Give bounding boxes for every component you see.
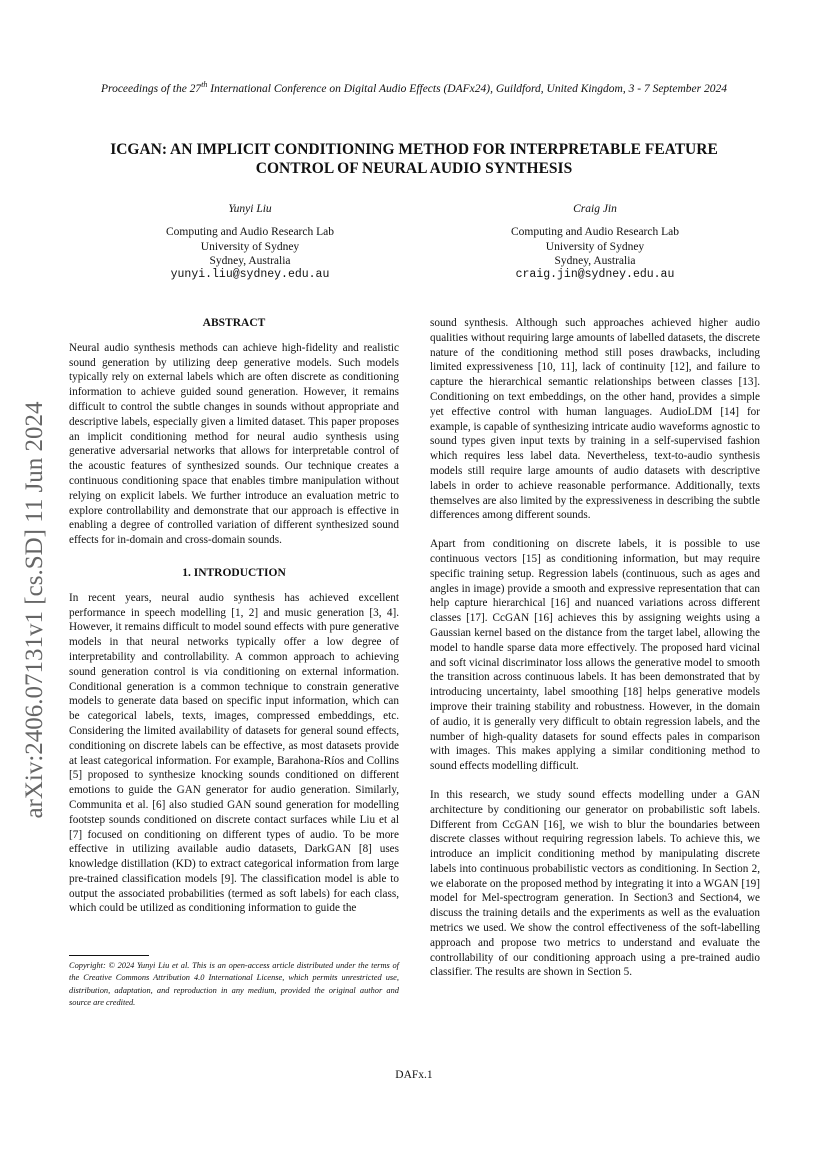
introduction-paragraph: In recent years, neural audio synthesis has achieved excellent performance in speech modelling [1, 2] and music generation [3, 4]. However, it remains difficult to model sound effects with pure generative models in that neural networks typically offer a low degree of interpretability and controllability. A common approach to achieving sound generation control is via conditioning on external information. Conditional generation is a common technique to constrain generative models to generate data based on specific input information, which can be categorical labels, texts, images, compressed embeddings, etc. Considering the limited availability of datasets for general sound effects, conditioning on discrete labels can be effective, as most datasets provide at least categorical information. For example, Barahona-Ríos and Collins [5] proposed to synthesize knocking sounds conditioned on different emotions to guide the GAN generator for audio generation. Similarly, Communita et al. [6] also studied GAN sound generation for modelling footstep sounds conditioned on discrete contact surfaces while Liu et al [7] focused on conditioning on different types of audio. To be more effective in utilizing available audio datasets, DarkGAN [8] uses knowledge distillation (KD) to extract categorical information from large pre-trained classification models [9]. The classification model is able to output the associated probabilities (termed as soft labels) for each class, which could be utilized as conditioning information to guide the: [69, 591, 399, 915]
paper-title: [60, 140, 768, 178]
header-post: International Conference on Digital Audio Effects (DAFx24), Guildford, United Kingdom, 3 - 7 September 2024: [207, 82, 727, 95]
header-sup: th: [201, 80, 208, 89]
left-column: [69, 316, 399, 916]
body-paragraph: sound synthesis. Although such approaches achieved higher audio qualities without requiring large amounts of labelled datasets, the discrete nature of the conditioning method still poses drawbacks, including limited expressiveness [10, 11], lack of continuity [12], and failure to capture the hierarchical semantic relationships between classes [13]. Conditioning on text embeddings, on the other hand, provides a simple yet effective control with human languages. AudioLDM [14] for example, is capable of synthesizing intricate audio waveforms agnostic to sound types given input texts by training in a self-supervised fashion which requires less label data. Nevertheless, text-to-audio synthesis models still require large amounts of audio datasets with descriptive labels in order to achieve reasonable performance. Additionally, texts themselves are also limited by the expressiveness in describing the subtle differences among different sounds.: [430, 317, 760, 522]
author-affiliation: Computing and Audio Research Lab: [511, 226, 679, 239]
header-pre: Proceedings of the 27: [101, 82, 202, 95]
arxiv-stamp: [20, 370, 50, 850]
right-column: [430, 316, 760, 980]
footnote-divider: [69, 955, 149, 956]
page-number: DAFx.1: [395, 1069, 433, 1081]
author-name: Yunyi Liu: [228, 203, 272, 215]
author-email: yunyi.liu@sydney.edu.au: [170, 268, 330, 282]
arxiv-stamp-text: arXiv:2406.07131v1 [cs.SD] 11 Jun 2024: [21, 401, 48, 819]
author-block: [445, 202, 745, 282]
author-location: Sydney, Australia: [554, 254, 636, 267]
proceedings-header: [60, 80, 768, 95]
title-line-2: CONTROL OF NEURAL AUDIO SYNTHESIS: [255, 160, 573, 177]
author-email: craig.jin@sydney.edu.au: [515, 268, 675, 282]
abstract-text: Neural audio synthesis methods can achieve high-fidelity and realistic sound generation by utilizing deep generative models. Such models typically rely on external labels which are often discrete as conditioning information to achieve guided sound generation. However, it remains difficult to control the subtle changes in sounds without appropriate and descriptive labels, especially given a limited dataset. This paper proposes an implicit conditioning method for neural audio synthesis using generative adversarial networks that allows for interpretable control of the acoustic features of synthesized sounds. Our technique creates a continuous conditioning space that enables timbre manipulation without relying on explicit labels. We further introduce an evaluation metric to explore controllability and demonstrate that our approach is effective in enabling a degree of controlled variation of different synthesized sound effects for in-domain and cross-domain sounds.: [69, 341, 399, 547]
author-affiliation: Computing and Audio Research Lab: [166, 226, 334, 239]
abstract-heading: ABSTRACT: [202, 317, 266, 329]
author-block: [100, 202, 400, 282]
author-name: Craig Jin: [573, 203, 617, 215]
body-paragraph: In this research, we study sound effects modelling under a GAN architecture by conditioning our generator on probabilistic soft labels. Different from CcGAN [16], we wish to blur the boundaries between discrete classes without requiring regression labels. To achieve this, we introduce an implicit conditioning method by manipulating discrete labels into continuous probabilistic vectors as conditioning. In Section 2, we elaborate on the proposed method by integrating it into a WGAN [19] model for Mel-spectrogram generation. In Section3 and Section4, we discuss the training details and the experiments as well as the evaluation metrics we used. We show the control effectiveness of the soft-labelling approach and propose two metrics to understand and evaluate the controllability of our conditioning approach using a pre-trained audio classifier. The results are shown in Section 5.: [430, 788, 760, 979]
author-location: Sydney, Australia: [209, 254, 291, 267]
title-line-1: ICGAN: AN IMPLICIT CONDITIONING METHOD FOR INTERPRETABLE FEATURE: [110, 141, 718, 158]
body-paragraph: Apart from conditioning on discrete labels, it is possible to use continuous vectors [15] as conditioning information, but may require specific training setup. Regression labels (continuous, such as ages and angles in image) provide a smooth and expressive representation that can help capture hierarchical [16] and nuanced variations across different classes [17]. CcGAN [16] achieves this by assigning weights using a Gaussian kernel based on the distance from the target label, allowing the model to handle sparse data more effectively. The proposed hard vicinal and soft vicinal discriminator loss allows the generative model to smooth the transition across continuous labels. It has been demonstrated that by introducing uncertainty, label smoothing [18] helps generative models improve their training stability and robustness. However, in the domain of audio, it is generally very difficult to obtain regression labels, and the number of high-quality datasets for sound effects pales in comparison with images. This makes applying a similar conditioning method to sound effects modelling difficult.: [430, 538, 760, 773]
author-university: University of Sydney: [200, 240, 300, 253]
introduction-heading: 1. INTRODUCTION: [182, 566, 286, 579]
copyright-footnote: Copyright: © 2024 Yunyi Liu et al. This is an open-access article distributed under the terms of the Creative Commons Attribution 4.0 International License, which permits unrestricted use, distribution, adaptation, and reproduction in any medium, provided the original author and source are credited.: [69, 961, 399, 1008]
author-university: University of Sydney: [545, 240, 645, 253]
